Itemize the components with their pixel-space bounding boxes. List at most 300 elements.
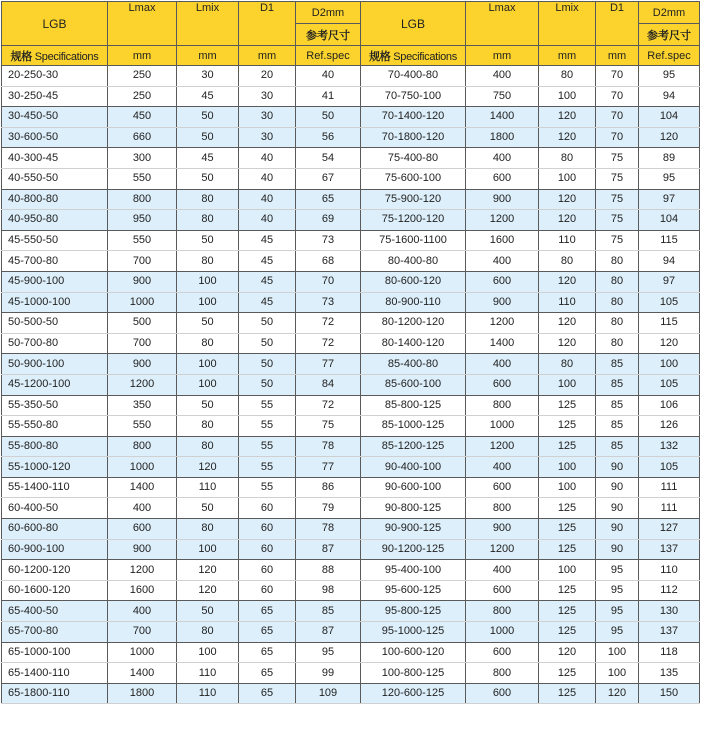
cell-d1-right: 80 xyxy=(596,292,639,313)
cell-lmax-left: 700 xyxy=(108,622,177,643)
header-unit-lmix-right: mm xyxy=(539,46,596,66)
cell-spec-left: 65-400-50 xyxy=(2,601,108,622)
table-row xyxy=(2,230,700,251)
table-row xyxy=(2,148,700,169)
cell-spec-right: 95-400-100 xyxy=(361,560,466,581)
cell-lmix-right: 120 xyxy=(539,107,596,128)
cell-d1-left: 60 xyxy=(239,539,296,560)
cell-d1-right: 85 xyxy=(596,354,639,375)
cell-d1-left: 65 xyxy=(239,601,296,622)
cell-spec-right: 90-1200-125 xyxy=(361,539,466,560)
table-row xyxy=(2,683,700,704)
cell-d2-left: 84 xyxy=(296,374,361,395)
cell-d1-right: 90 xyxy=(596,539,639,560)
cell-lmix-left: 50 xyxy=(177,601,239,622)
cell-spec-right: 85-400-80 xyxy=(361,354,466,375)
cell-lmax-left: 900 xyxy=(108,354,177,375)
cell-lmax-right: 750 xyxy=(466,86,539,107)
cell-lmix-right: 125 xyxy=(539,622,596,643)
cell-spec-right: 100-800-125 xyxy=(361,663,466,684)
cell-d1-left: 40 xyxy=(239,210,296,231)
cell-lmix-left: 45 xyxy=(177,148,239,169)
cell-lmix-right: 100 xyxy=(539,477,596,498)
cell-d2-left: 67 xyxy=(296,168,361,189)
table-row xyxy=(2,333,700,354)
cell-d2-left: 40 xyxy=(296,66,361,87)
cell-d1-right: 120 xyxy=(596,683,639,704)
cell-d2-left: 72 xyxy=(296,313,361,334)
cell-d2-left: 86 xyxy=(296,477,361,498)
cell-d2-right: 89 xyxy=(639,148,700,169)
cell-lmix-right: 125 xyxy=(539,601,596,622)
cell-d2-right: 115 xyxy=(639,230,700,251)
cell-lmix-left: 50 xyxy=(177,107,239,128)
cell-spec-left: 65-1800-110 xyxy=(2,683,108,704)
cell-lmix-left: 50 xyxy=(177,498,239,519)
cell-d2-left: 41 xyxy=(296,86,361,107)
cell-d1-left: 60 xyxy=(239,560,296,581)
cell-d2-left: 77 xyxy=(296,457,361,478)
table-row xyxy=(2,210,700,231)
table-row xyxy=(2,416,700,437)
cell-lmax-left: 900 xyxy=(108,539,177,560)
cell-lmix-right: 125 xyxy=(539,436,596,457)
cell-lmix-right: 125 xyxy=(539,683,596,704)
table-row xyxy=(2,189,700,210)
table-row xyxy=(2,663,700,684)
cell-d1-right: 75 xyxy=(596,148,639,169)
cell-spec-right: 85-1000-125 xyxy=(361,416,466,437)
cell-lmax-left: 250 xyxy=(108,66,177,87)
cell-spec-right: 80-900-110 xyxy=(361,292,466,313)
header-spec-en-left: Specifications xyxy=(34,50,99,63)
cell-spec-right: 95-1000-125 xyxy=(361,622,466,643)
cell-d1-left: 55 xyxy=(239,457,296,478)
cell-spec-left: 50-500-50 xyxy=(2,313,108,334)
cell-spec-left: 45-1000-100 xyxy=(2,292,108,313)
cell-lmix-left: 80 xyxy=(177,519,239,540)
cell-lmix-left: 45 xyxy=(177,86,239,107)
cell-lmix-left: 110 xyxy=(177,663,239,684)
cell-d1-left: 55 xyxy=(239,395,296,416)
cell-spec-right: 80-400-80 xyxy=(361,251,466,272)
cell-d1-left: 30 xyxy=(239,127,296,148)
cell-lmax-right: 800 xyxy=(466,395,539,416)
cell-lmix-right: 80 xyxy=(539,354,596,375)
cell-spec-right: 75-900-120 xyxy=(361,189,466,210)
cell-d2-left: 87 xyxy=(296,622,361,643)
cell-lmax-left: 1000 xyxy=(108,642,177,663)
cell-d2-left: 75 xyxy=(296,416,361,437)
cell-spec-left: 55-800-80 xyxy=(2,436,108,457)
cell-d1-left: 50 xyxy=(239,313,296,334)
cell-spec-left: 40-800-80 xyxy=(2,189,108,210)
cell-lmax-left: 600 xyxy=(108,519,177,540)
cell-lmix-left: 30 xyxy=(177,66,239,87)
cell-lmax-right: 600 xyxy=(466,642,539,663)
table-row xyxy=(2,560,700,581)
cell-d1-right: 85 xyxy=(596,374,639,395)
cell-d2-right: 94 xyxy=(639,86,700,107)
cell-lmix-right: 120 xyxy=(539,642,596,663)
table-row xyxy=(2,395,700,416)
cell-d1-left: 50 xyxy=(239,354,296,375)
cell-spec-right: 90-900-125 xyxy=(361,519,466,540)
table-row xyxy=(2,457,700,478)
cell-spec-right: 90-400-100 xyxy=(361,457,466,478)
cell-d2-left: 78 xyxy=(296,436,361,457)
cell-d1-left: 65 xyxy=(239,663,296,684)
cell-spec-left: 60-1200-120 xyxy=(2,560,108,581)
cell-lmix-left: 80 xyxy=(177,416,239,437)
cell-lmax-left: 800 xyxy=(108,189,177,210)
cell-lmix-left: 110 xyxy=(177,477,239,498)
cell-d2-left: 78 xyxy=(296,519,361,540)
cell-d2-right: 115 xyxy=(639,313,700,334)
cell-d1-left: 40 xyxy=(239,168,296,189)
cell-d1-right: 80 xyxy=(596,271,639,292)
cell-d2-right: 94 xyxy=(639,251,700,272)
cell-d1-right: 75 xyxy=(596,168,639,189)
cell-d1-left: 45 xyxy=(239,251,296,272)
cell-lmix-right: 125 xyxy=(539,539,596,560)
cell-lmix-left: 80 xyxy=(177,622,239,643)
cell-d1-right: 75 xyxy=(596,189,639,210)
cell-d1-right: 85 xyxy=(596,395,639,416)
header-unit-d1-right: mm xyxy=(596,46,639,66)
cell-lmix-left: 50 xyxy=(177,168,239,189)
cell-lmax-left: 550 xyxy=(108,168,177,189)
header-refspec-right: Ref.spec xyxy=(639,46,700,66)
cell-lmax-left: 400 xyxy=(108,601,177,622)
cell-lmix-right: 120 xyxy=(539,271,596,292)
cell-d2-right: 111 xyxy=(639,498,700,519)
table-row xyxy=(2,251,700,272)
cell-d1-left: 30 xyxy=(239,86,296,107)
cell-d2-left: 70 xyxy=(296,271,361,292)
cell-d1-left: 55 xyxy=(239,436,296,457)
cell-lmax-left: 550 xyxy=(108,416,177,437)
cell-d1-right: 85 xyxy=(596,436,639,457)
cell-lmax-right: 1000 xyxy=(466,416,539,437)
table-row xyxy=(2,519,700,540)
cell-d2-left: 56 xyxy=(296,127,361,148)
cell-lmax-right: 900 xyxy=(466,519,539,540)
cell-lmax-left: 700 xyxy=(108,333,177,354)
cell-spec-right: 80-1200-120 xyxy=(361,313,466,334)
cell-d1-right: 90 xyxy=(596,457,639,478)
header-d1-right: D1 xyxy=(596,2,639,46)
cell-d1-left: 40 xyxy=(239,189,296,210)
cell-spec-right: 70-750-100 xyxy=(361,86,466,107)
cell-lmix-left: 120 xyxy=(177,560,239,581)
cell-d1-right: 70 xyxy=(596,107,639,128)
cell-d1-right: 95 xyxy=(596,622,639,643)
cell-d1-right: 95 xyxy=(596,601,639,622)
cell-lmix-right: 120 xyxy=(539,189,596,210)
table-row xyxy=(2,477,700,498)
cell-d2-right: 132 xyxy=(639,436,700,457)
cell-d1-right: 80 xyxy=(596,333,639,354)
cell-d1-right: 100 xyxy=(596,663,639,684)
cell-lmax-right: 400 xyxy=(466,354,539,375)
header-unit-lmax-left: mm xyxy=(108,46,177,66)
cell-lmix-right: 125 xyxy=(539,395,596,416)
cell-lmax-left: 1600 xyxy=(108,580,177,601)
cell-lmax-right: 600 xyxy=(466,683,539,704)
cell-lmix-right: 125 xyxy=(539,663,596,684)
header-unit-lmax-right: mm xyxy=(466,46,539,66)
header-spec-cn-right: 规格 xyxy=(369,50,391,63)
header-unit-lmix-left: mm xyxy=(177,46,239,66)
cell-lmix-left: 50 xyxy=(177,127,239,148)
cell-d2-right: 110 xyxy=(639,560,700,581)
cell-lmax-left: 800 xyxy=(108,436,177,457)
cell-lmix-right: 120 xyxy=(539,127,596,148)
cell-d1-left: 50 xyxy=(239,333,296,354)
cell-lmax-right: 800 xyxy=(466,663,539,684)
specification-table xyxy=(1,1,700,704)
cell-d2-left: 69 xyxy=(296,210,361,231)
cell-d1-left: 45 xyxy=(239,292,296,313)
cell-spec-left: 40-550-50 xyxy=(2,168,108,189)
cell-lmix-left: 100 xyxy=(177,354,239,375)
cell-spec-right: 75-1600-1100 xyxy=(361,230,466,251)
cell-spec-right: 85-800-125 xyxy=(361,395,466,416)
cell-spec-left: 45-700-80 xyxy=(2,251,108,272)
cell-lmix-left: 100 xyxy=(177,271,239,292)
header-lmix-left: Lmix xyxy=(177,2,239,46)
cell-lmax-right: 1400 xyxy=(466,333,539,354)
cell-lmax-left: 450 xyxy=(108,107,177,128)
cell-d1-left: 45 xyxy=(239,230,296,251)
cell-lmix-left: 100 xyxy=(177,642,239,663)
header-d2mm-right: D2mm xyxy=(639,2,700,24)
cell-spec-left: 45-550-50 xyxy=(2,230,108,251)
cell-lmix-left: 100 xyxy=(177,539,239,560)
cell-d1-left: 60 xyxy=(239,498,296,519)
table-row xyxy=(2,107,700,128)
cell-d2-right: 111 xyxy=(639,477,700,498)
header-lmix-right: Lmix xyxy=(539,2,596,46)
header-spec-left xyxy=(2,46,108,66)
cell-d1-left: 60 xyxy=(239,580,296,601)
cell-lmix-right: 125 xyxy=(539,580,596,601)
header-lgb-left: LGB xyxy=(2,2,108,46)
cell-spec-left: 40-950-80 xyxy=(2,210,108,231)
cell-spec-right: 80-1400-120 xyxy=(361,333,466,354)
cell-d2-right: 97 xyxy=(639,189,700,210)
cell-spec-left: 55-350-50 xyxy=(2,395,108,416)
cell-lmix-left: 100 xyxy=(177,292,239,313)
header-spec-cn-left: 规格 xyxy=(10,50,32,63)
cell-spec-right: 90-600-100 xyxy=(361,477,466,498)
cell-lmix-right: 110 xyxy=(539,230,596,251)
cell-spec-left: 60-900-100 xyxy=(2,539,108,560)
cell-spec-left: 45-900-100 xyxy=(2,271,108,292)
cell-lmix-left: 80 xyxy=(177,189,239,210)
cell-d2-left: 65 xyxy=(296,189,361,210)
cell-spec-right: 85-600-100 xyxy=(361,374,466,395)
cell-lmax-left: 950 xyxy=(108,210,177,231)
table-row xyxy=(2,127,700,148)
cell-lmix-left: 120 xyxy=(177,580,239,601)
cell-d2-left: 95 xyxy=(296,642,361,663)
cell-d1-left: 60 xyxy=(239,519,296,540)
cell-spec-left: 65-1000-100 xyxy=(2,642,108,663)
cell-lmix-right: 125 xyxy=(539,498,596,519)
cell-lmax-left: 400 xyxy=(108,498,177,519)
cell-spec-left: 55-1000-120 xyxy=(2,457,108,478)
cell-d1-right: 90 xyxy=(596,477,639,498)
cell-spec-right: 85-1200-125 xyxy=(361,436,466,457)
cell-d2-left: 73 xyxy=(296,292,361,313)
cell-d2-left: 50 xyxy=(296,107,361,128)
cell-d1-right: 100 xyxy=(596,642,639,663)
cell-spec-left: 20-250-30 xyxy=(2,66,108,87)
cell-spec-left: 60-600-80 xyxy=(2,519,108,540)
cell-lmax-right: 800 xyxy=(466,601,539,622)
cell-d1-right: 85 xyxy=(596,416,639,437)
cell-lmax-right: 400 xyxy=(466,251,539,272)
cell-d2-left: 79 xyxy=(296,498,361,519)
cell-d2-left: 88 xyxy=(296,560,361,581)
cell-spec-left: 55-1400-110 xyxy=(2,477,108,498)
cell-d2-right: 100 xyxy=(639,354,700,375)
cell-lmix-left: 80 xyxy=(177,251,239,272)
table-row xyxy=(2,436,700,457)
cell-lmax-right: 1200 xyxy=(466,313,539,334)
cell-lmax-left: 300 xyxy=(108,148,177,169)
cell-d1-right: 80 xyxy=(596,313,639,334)
cell-lmax-right: 1400 xyxy=(466,107,539,128)
cell-spec-right: 90-800-125 xyxy=(361,498,466,519)
cell-d1-left: 45 xyxy=(239,271,296,292)
cell-d1-right: 75 xyxy=(596,210,639,231)
header-ref-cn-left: 参考尺寸 xyxy=(296,24,361,46)
table-row xyxy=(2,168,700,189)
cell-lmax-left: 1400 xyxy=(108,663,177,684)
cell-lmix-left: 100 xyxy=(177,374,239,395)
cell-d1-left: 55 xyxy=(239,477,296,498)
cell-lmix-left: 50 xyxy=(177,313,239,334)
cell-spec-left: 50-700-80 xyxy=(2,333,108,354)
cell-d2-left: 98 xyxy=(296,580,361,601)
cell-d2-left: 109 xyxy=(296,683,361,704)
cell-d1-right: 95 xyxy=(596,580,639,601)
cell-lmix-left: 50 xyxy=(177,395,239,416)
cell-lmix-left: 50 xyxy=(177,230,239,251)
cell-d2-right: 105 xyxy=(639,374,700,395)
header-lmax-right: Lmax xyxy=(466,2,539,46)
cell-d1-right: 75 xyxy=(596,230,639,251)
cell-lmax-right: 600 xyxy=(466,374,539,395)
cell-d2-left: 73 xyxy=(296,230,361,251)
cell-lmax-right: 1000 xyxy=(466,622,539,643)
cell-lmax-right: 400 xyxy=(466,66,539,87)
cell-d2-left: 68 xyxy=(296,251,361,272)
table-row xyxy=(2,374,700,395)
cell-spec-left: 45-1200-100 xyxy=(2,374,108,395)
cell-d2-right: 150 xyxy=(639,683,700,704)
cell-spec-left: 50-900-100 xyxy=(2,354,108,375)
cell-lmax-right: 600 xyxy=(466,477,539,498)
cell-d1-right: 95 xyxy=(596,560,639,581)
cell-spec-right: 70-1800-120 xyxy=(361,127,466,148)
cell-d1-right: 70 xyxy=(596,86,639,107)
cell-d2-left: 77 xyxy=(296,354,361,375)
cell-lmix-right: 100 xyxy=(539,457,596,478)
cell-spec-left: 60-1600-120 xyxy=(2,580,108,601)
cell-d2-right: 126 xyxy=(639,416,700,437)
cell-d1-left: 65 xyxy=(239,622,296,643)
cell-d2-right: 105 xyxy=(639,457,700,478)
cell-lmax-left: 1800 xyxy=(108,683,177,704)
cell-lmix-right: 80 xyxy=(539,251,596,272)
cell-lmix-right: 120 xyxy=(539,333,596,354)
cell-lmax-right: 900 xyxy=(466,189,539,210)
cell-lmix-right: 100 xyxy=(539,374,596,395)
cell-spec-right: 80-600-120 xyxy=(361,271,466,292)
cell-d2-left: 72 xyxy=(296,333,361,354)
cell-d2-left: 54 xyxy=(296,148,361,169)
cell-lmix-right: 100 xyxy=(539,560,596,581)
header-lgb-right: LGB xyxy=(361,2,466,46)
table-row xyxy=(2,86,700,107)
cell-lmix-left: 120 xyxy=(177,457,239,478)
cell-d2-right: 97 xyxy=(639,271,700,292)
cell-lmix-right: 125 xyxy=(539,519,596,540)
cell-lmax-right: 1800 xyxy=(466,127,539,148)
cell-d2-right: 118 xyxy=(639,642,700,663)
table-row xyxy=(2,66,700,87)
cell-d2-right: 120 xyxy=(639,333,700,354)
cell-spec-right: 100-600-120 xyxy=(361,642,466,663)
cell-d2-right: 105 xyxy=(639,292,700,313)
header-spec-en-right: Specifications xyxy=(393,50,457,63)
table-row xyxy=(2,313,700,334)
cell-lmax-right: 1200 xyxy=(466,436,539,457)
header-ref-cn-right: 参考尺寸 xyxy=(639,24,700,46)
table-row xyxy=(2,642,700,663)
table-row xyxy=(2,271,700,292)
cell-d2-right: 137 xyxy=(639,622,700,643)
cell-d2-right: 95 xyxy=(639,66,700,87)
cell-d2-right: 135 xyxy=(639,663,700,684)
cell-d1-left: 30 xyxy=(239,107,296,128)
cell-d2-right: 120 xyxy=(639,127,700,148)
cell-lmax-left: 250 xyxy=(108,86,177,107)
header-d1-left: D1 xyxy=(239,2,296,46)
cell-d1-left: 50 xyxy=(239,374,296,395)
cell-d1-right: 90 xyxy=(596,498,639,519)
cell-spec-left: 65-1400-110 xyxy=(2,663,108,684)
cell-lmax-left: 660 xyxy=(108,127,177,148)
cell-d1-left: 55 xyxy=(239,416,296,437)
cell-d1-right: 70 xyxy=(596,127,639,148)
table-row xyxy=(2,498,700,519)
cell-spec-left: 30-450-50 xyxy=(2,107,108,128)
header-unit-d1-left: mm xyxy=(239,46,296,66)
cell-spec-left: 65-700-80 xyxy=(2,622,108,643)
cell-lmix-right: 80 xyxy=(539,66,596,87)
cell-d2-left: 87 xyxy=(296,539,361,560)
cell-d2-right: 106 xyxy=(639,395,700,416)
cell-spec-left: 55-550-80 xyxy=(2,416,108,437)
cell-spec-right: 75-400-80 xyxy=(361,148,466,169)
cell-spec-left: 30-250-45 xyxy=(2,86,108,107)
cell-lmix-right: 110 xyxy=(539,292,596,313)
